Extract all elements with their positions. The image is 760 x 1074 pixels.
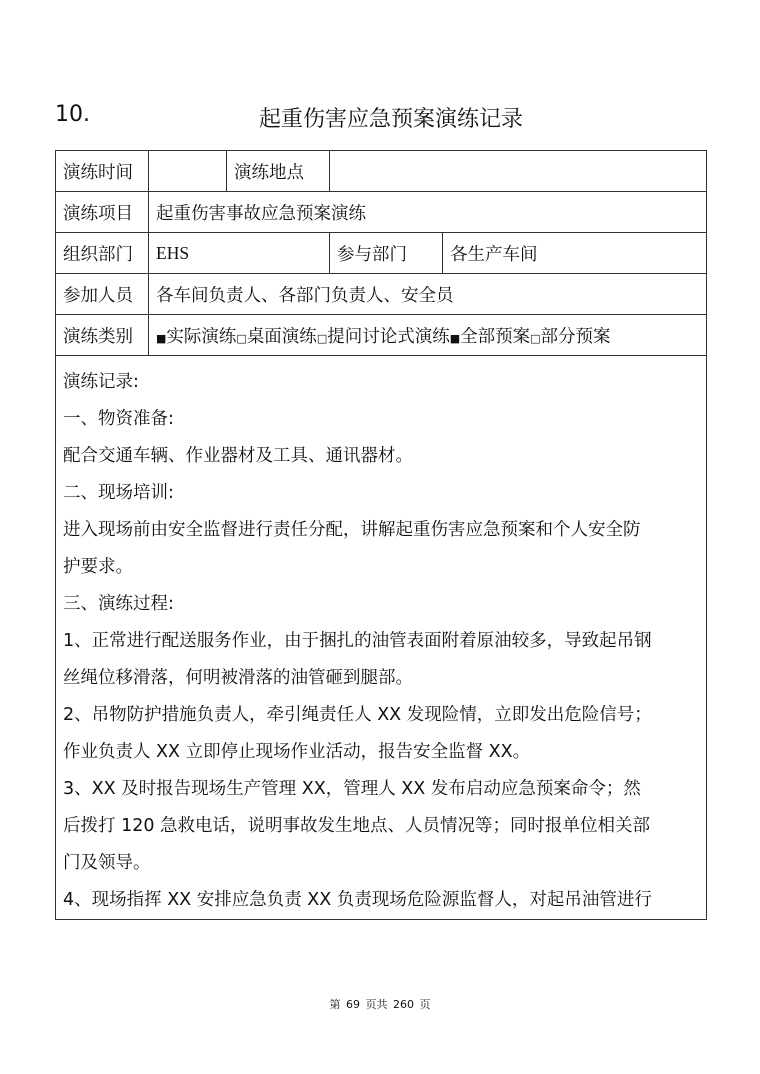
- record-line: 三、演练过程:: [63, 594, 174, 614]
- current-page-number: 69: [346, 998, 360, 1011]
- page-footer: [0, 996, 760, 1012]
- people-value: 各车间负责人、各部门负责人、安全员: [149, 274, 707, 315]
- record-line: 护要求。: [63, 557, 133, 577]
- record-line: 门及领导。: [63, 853, 151, 873]
- record-line: 2、吊物防护措施负责人，牵引绳责任人 XX 发现险情，立即发出危险信号；: [63, 705, 652, 725]
- row-people: [56, 274, 707, 315]
- row-category: [56, 315, 707, 356]
- unchecked-box-icon: □: [236, 331, 247, 345]
- checked-box-icon: ■: [156, 331, 167, 345]
- record-line: 作业负责人 XX 立即停止现场作业活动，报告安全监督 XX。: [63, 742, 531, 762]
- document-title: 起重伤害应急预案演练记录: [258, 107, 523, 132]
- record-line: 1、正常进行配送服务作业，由于捆扎的油管表面附着原油较多，导致起吊钢: [63, 631, 652, 651]
- participant-dept-label: 参与部门: [330, 233, 443, 274]
- section-number: 10.: [55, 102, 90, 127]
- category-option-actual: ■实际演练: [156, 326, 237, 347]
- footer-prefix: 第: [329, 998, 341, 1011]
- drill-record-form: [55, 150, 707, 920]
- category-option-partial-plans: □部分预案: [530, 326, 611, 347]
- document-heading: [55, 100, 705, 134]
- row-project: [56, 192, 707, 233]
- record-line: 演练记录:: [63, 372, 139, 392]
- project-value: 起重伤害事故应急预案演练: [149, 192, 707, 233]
- category-option-all-plans: ■全部预案: [449, 326, 531, 347]
- record-cell: [56, 356, 707, 920]
- record-line: 二、现场培训:: [63, 483, 174, 503]
- row-time-place: [56, 151, 707, 192]
- unchecked-box-icon: □: [530, 331, 541, 345]
- category-option-discussion: □提问讨论式演练: [316, 326, 450, 347]
- org-value: EHS: [149, 233, 330, 274]
- time-label: 演练时间: [56, 151, 149, 192]
- place-value: [330, 151, 707, 192]
- unchecked-box-icon: □: [316, 331, 328, 345]
- row-departments: [56, 233, 707, 274]
- checked-box-icon: ■: [449, 331, 461, 345]
- record-line: 3、XX 及时报告现场生产管理 XX，管理人 XX 发布启动应急预案命令；然: [63, 779, 641, 799]
- footer-middle: 页共: [365, 998, 388, 1011]
- record-line: 一、物资准备:: [63, 409, 174, 429]
- category-option-tabletop: □桌面演练: [236, 326, 317, 347]
- record-line: 配合交通车辆、作业器材及工具、通讯器材。: [63, 446, 413, 466]
- place-label: 演练地点: [227, 151, 330, 192]
- project-label: 演练项目: [56, 192, 149, 233]
- people-label: 参加人员: [56, 274, 149, 315]
- record-line: 后拨打 120 急救电话，说明事故发生地点、人员情况等；同时报单位相关部: [63, 816, 651, 836]
- footer-suffix: 页: [419, 998, 431, 1011]
- total-pages-number: 260: [393, 998, 414, 1011]
- record-line: 进入现场前由安全监督进行责任分配，讲解起重伤害应急预案和个人安全防: [63, 520, 641, 540]
- record-line: 4、现场指挥 XX 安排应急负责 XX 负责现场危险源监督人，对起吊油管进行: [63, 890, 652, 910]
- row-record: [56, 356, 707, 920]
- org-label: 组织部门: [56, 233, 149, 274]
- category-label: 演练类别: [56, 315, 149, 356]
- category-options: [149, 315, 707, 356]
- record-line: 丝绳位移滑落，何明被滑落的油管砸到腿部。: [63, 668, 413, 688]
- time-value: [149, 151, 227, 192]
- participant-dept-value: 各生产车间: [443, 233, 707, 274]
